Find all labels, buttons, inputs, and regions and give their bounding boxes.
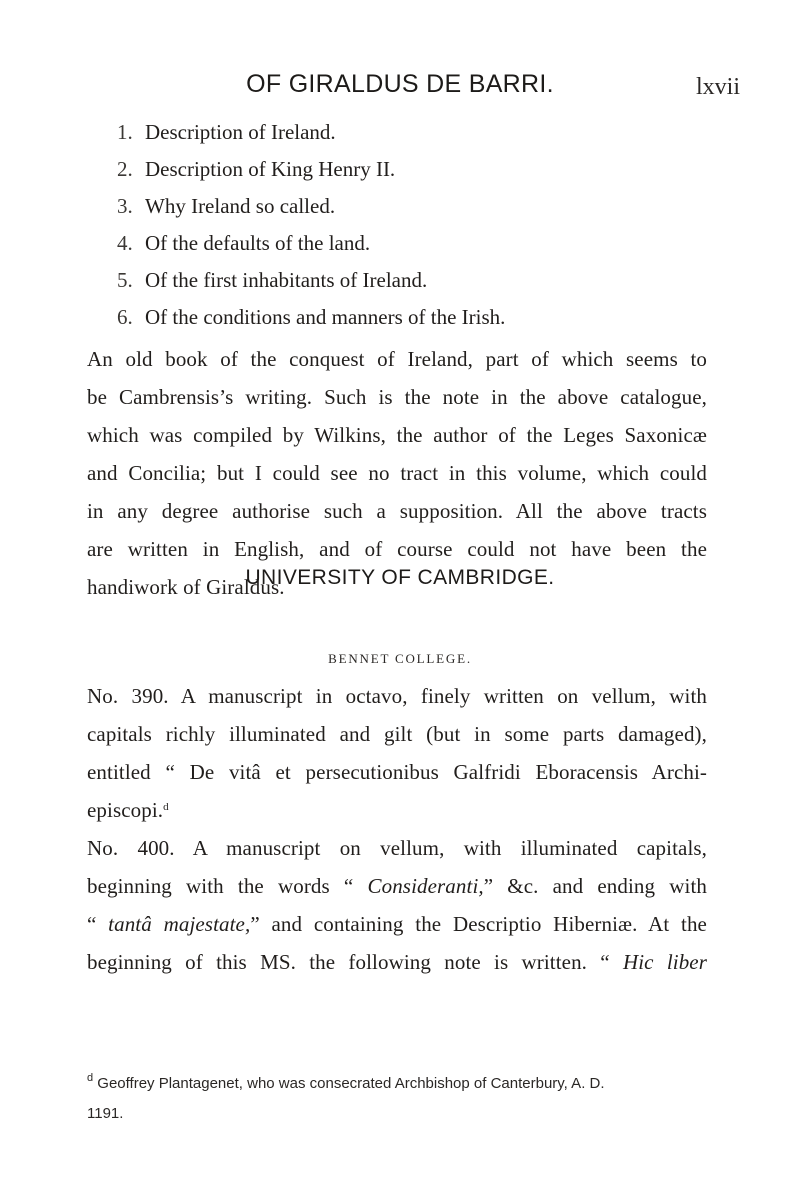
footnote-line: 1191.: [87, 1105, 124, 1122]
running-title: OF GIRALDUS DE BARRI.: [246, 70, 554, 98]
list-item: [117, 120, 336, 145]
section-heading: UNIVERSITY OF CAMBRIDGE.: [245, 566, 555, 589]
list-item-text: Description of King Henry II.: [145, 157, 396, 181]
section-subheading: BENNET COLLEGE.: [328, 651, 472, 666]
italic-text: tantâ majestate,: [108, 912, 251, 936]
list-item-text: Of the first inhabitants of Ireland.: [145, 268, 428, 292]
text-line: in any degree authorise such a supposition. All the above tracts: [87, 499, 707, 523]
page-number: lxvii: [695, 74, 740, 100]
list-item-number: 2.: [117, 157, 133, 181]
text-line: capitals richly illuminated and gilt (but in some parts damaged),: [87, 722, 707, 746]
text-line: be Cambrensis’s writing. Such is the note in the above catalogue,: [87, 385, 707, 409]
footnote-line: [87, 1069, 707, 1099]
footnote: [87, 1069, 707, 1129]
list-item-text: Why Ireland so called.: [145, 194, 336, 218]
text-line: No. 400. A manuscript on vellum, with illuminated capitals,: [87, 836, 707, 860]
footnote-marker: d: [87, 1072, 94, 1084]
text-line: which was compiled by Wilkins, the author of the Leges Saxonicæ: [87, 423, 707, 447]
footnote-marker: d: [163, 801, 169, 813]
list-item-number: 5.: [117, 268, 133, 292]
list-item: [117, 268, 427, 293]
text-line: handiwork of Giraldus.: [87, 575, 285, 599]
footnote-text: Geoffrey Plantagenet, who was consecrated Archbishop of Canterbury, A. D.: [93, 1075, 605, 1092]
text-fragment: “: [87, 912, 109, 936]
text-line: entitled “ De vitâ et persecutionibus Galfridi Eboracensis Archi-: [87, 760, 707, 784]
list-item-text: Description of Ireland.: [145, 120, 336, 144]
text-line: [87, 867, 707, 905]
list-item: [117, 194, 335, 219]
list-item-text: Of the conditions and manners of the Irish.: [145, 305, 506, 329]
text-fragment: beginning with the words “: [87, 874, 368, 898]
paragraph-no-390: [87, 677, 707, 829]
text-line: are written in English, and of course could not have been the: [87, 537, 707, 561]
text-line: [87, 905, 707, 943]
text-line: [87, 943, 707, 981]
text-fragment: ” &c. and ending with: [483, 874, 707, 898]
italic-text: Consideranti,: [367, 874, 484, 898]
text-fragment: ” and containing the Descriptio Hiberniæ. At the: [250, 912, 707, 936]
text-line: [87, 791, 707, 829]
list-item: [117, 305, 505, 330]
list-item-number: 1.: [117, 120, 133, 144]
paragraph-no-400: [87, 829, 707, 981]
text-line: No. 390. A manuscript in octavo, finely written on vellum, with: [87, 684, 707, 708]
text-line: and Concilia; but I could see no tract in this volume, which could: [87, 461, 707, 485]
list-item-text: Of the defaults of the land.: [145, 231, 371, 255]
italic-text: Hic liber: [622, 950, 707, 974]
list-item-number: 4.: [117, 231, 133, 255]
text-fragment: beginning of this MS. the following note is written. “: [87, 950, 623, 974]
text-fragment: episcopi.: [87, 798, 164, 822]
list-item-number: 6.: [117, 305, 133, 329]
list-item-number: 3.: [117, 194, 133, 218]
text-line: An old book of the conquest of Ireland, part of which seems to: [87, 347, 707, 371]
list-item: [117, 231, 370, 256]
list-item: [117, 157, 395, 182]
